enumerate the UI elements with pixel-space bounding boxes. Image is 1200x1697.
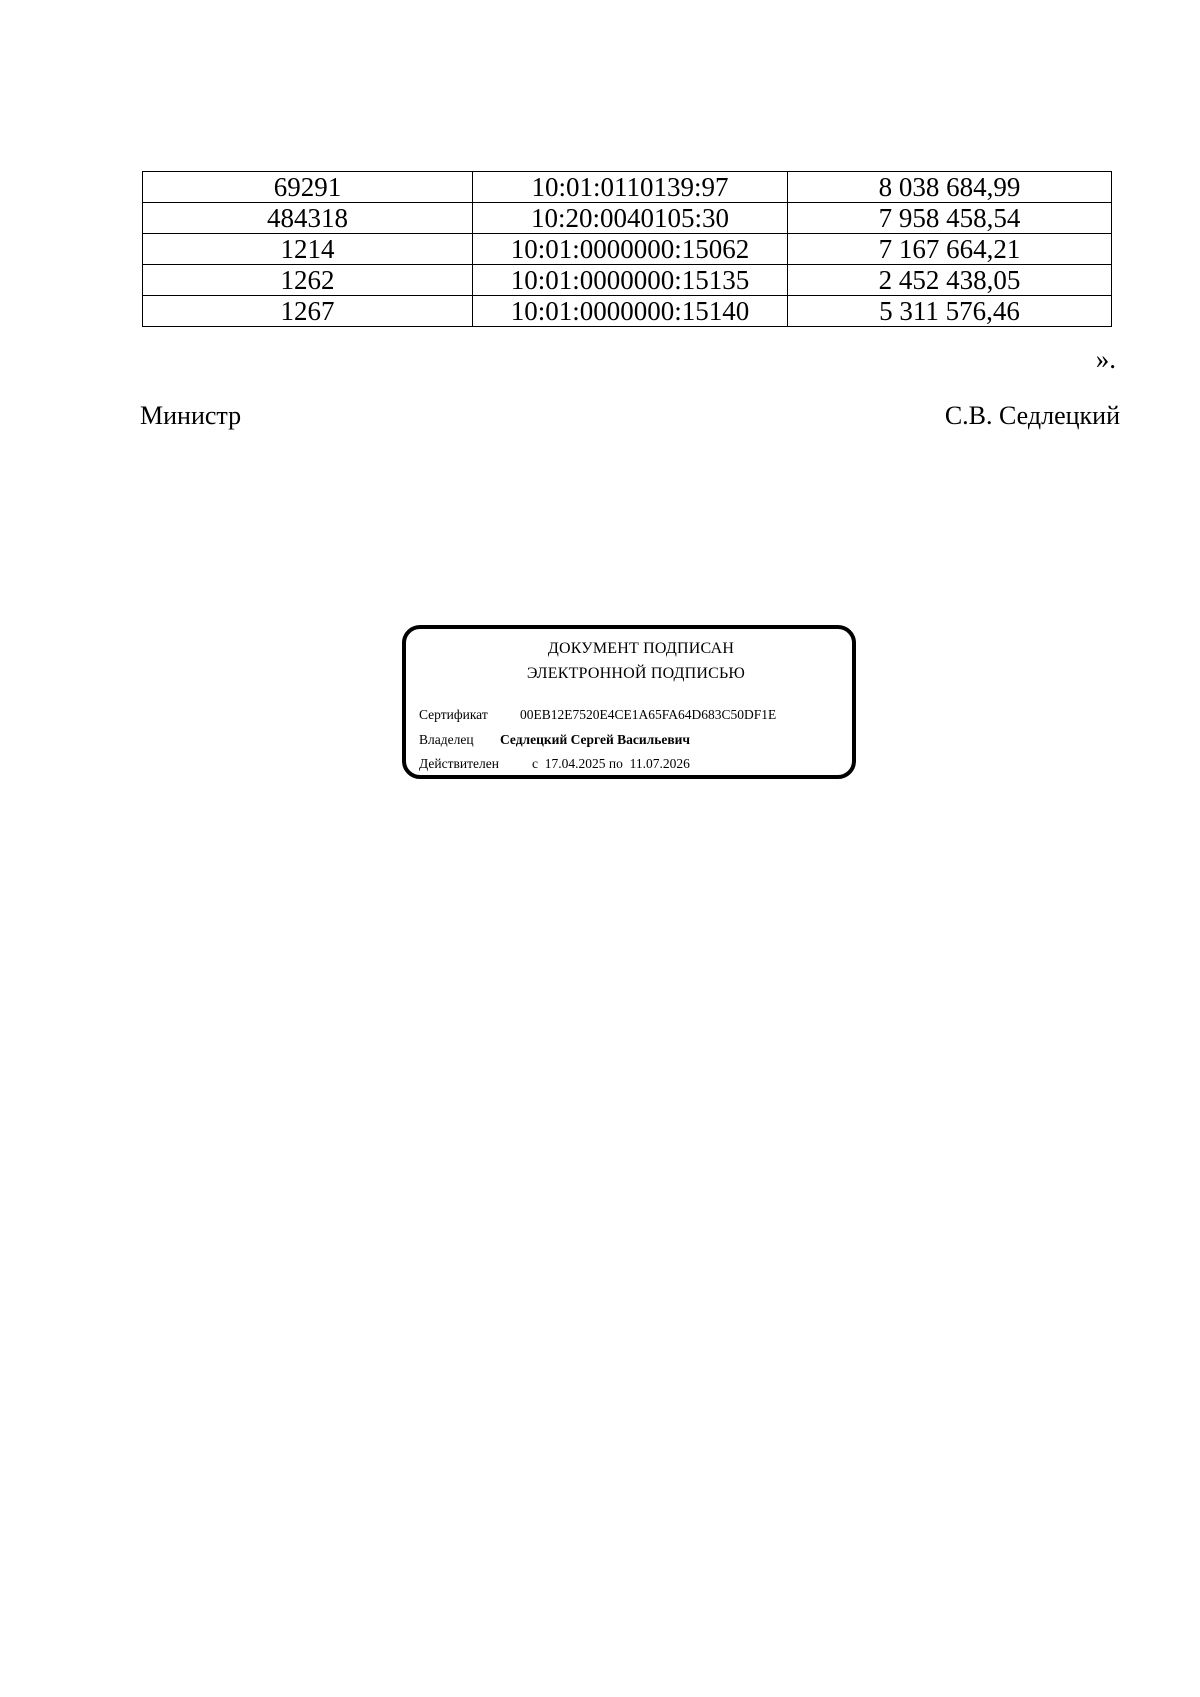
signatory-name: С.В. Седлецкий [944, 401, 1120, 430]
electronic-signature-stamp [402, 625, 856, 779]
table-row [143, 265, 1112, 296]
stamp-validity-row [419, 755, 690, 773]
table-cell: 2 452 438,05 [788, 265, 1112, 296]
owner-label: Владелец [419, 732, 474, 747]
table-cell: 7 167 664,21 [788, 234, 1112, 265]
validity-label: Действителен [419, 756, 499, 771]
table-cell: 1267 [143, 296, 473, 327]
table-cell: 10:20:0040105:30 [473, 203, 788, 234]
owner-value: Седлецкий Сергей Васильевич [500, 732, 691, 747]
table-cell: 7 958 458,54 [788, 203, 1112, 234]
data-table [142, 171, 1112, 327]
table-cell: 5 311 576,46 [788, 296, 1112, 327]
table-cell: 1214 [143, 234, 473, 265]
table-cell: 69291 [143, 172, 473, 203]
table-cell: 484318 [143, 203, 473, 234]
table-cell: 10:01:0110139:97 [473, 172, 788, 203]
table-cell: 1262 [143, 265, 473, 296]
table-cell: 10:01:0000000:15062 [473, 234, 788, 265]
closing-quote: ». [1095, 344, 1116, 374]
certificate-value: 00EB12E7520E4CE1A65FA64D683C50DF1E [520, 707, 777, 722]
table-cell: 10:01:0000000:15140 [473, 296, 788, 327]
table-cell: 8 038 684,99 [788, 172, 1112, 203]
validity-value: с 17.04.2025 по 11.07.2026 [532, 756, 690, 771]
table-cell: 10:01:0000000:15135 [473, 265, 788, 296]
certificate-label: Сертификат [419, 707, 488, 722]
stamp-certificate-row [419, 706, 776, 724]
table-row [143, 234, 1112, 265]
stamp-heading: ДОКУМЕНТ ПОДПИСАН [547, 640, 735, 657]
table-row [143, 296, 1112, 327]
signatory-position: Министр [140, 401, 242, 430]
stamp-heading: ЭЛЕКТРОННОЙ ПОДПИСЬЮ [526, 665, 746, 682]
table-row [143, 203, 1112, 234]
table-row [143, 172, 1112, 203]
stamp-owner-row [419, 731, 690, 749]
